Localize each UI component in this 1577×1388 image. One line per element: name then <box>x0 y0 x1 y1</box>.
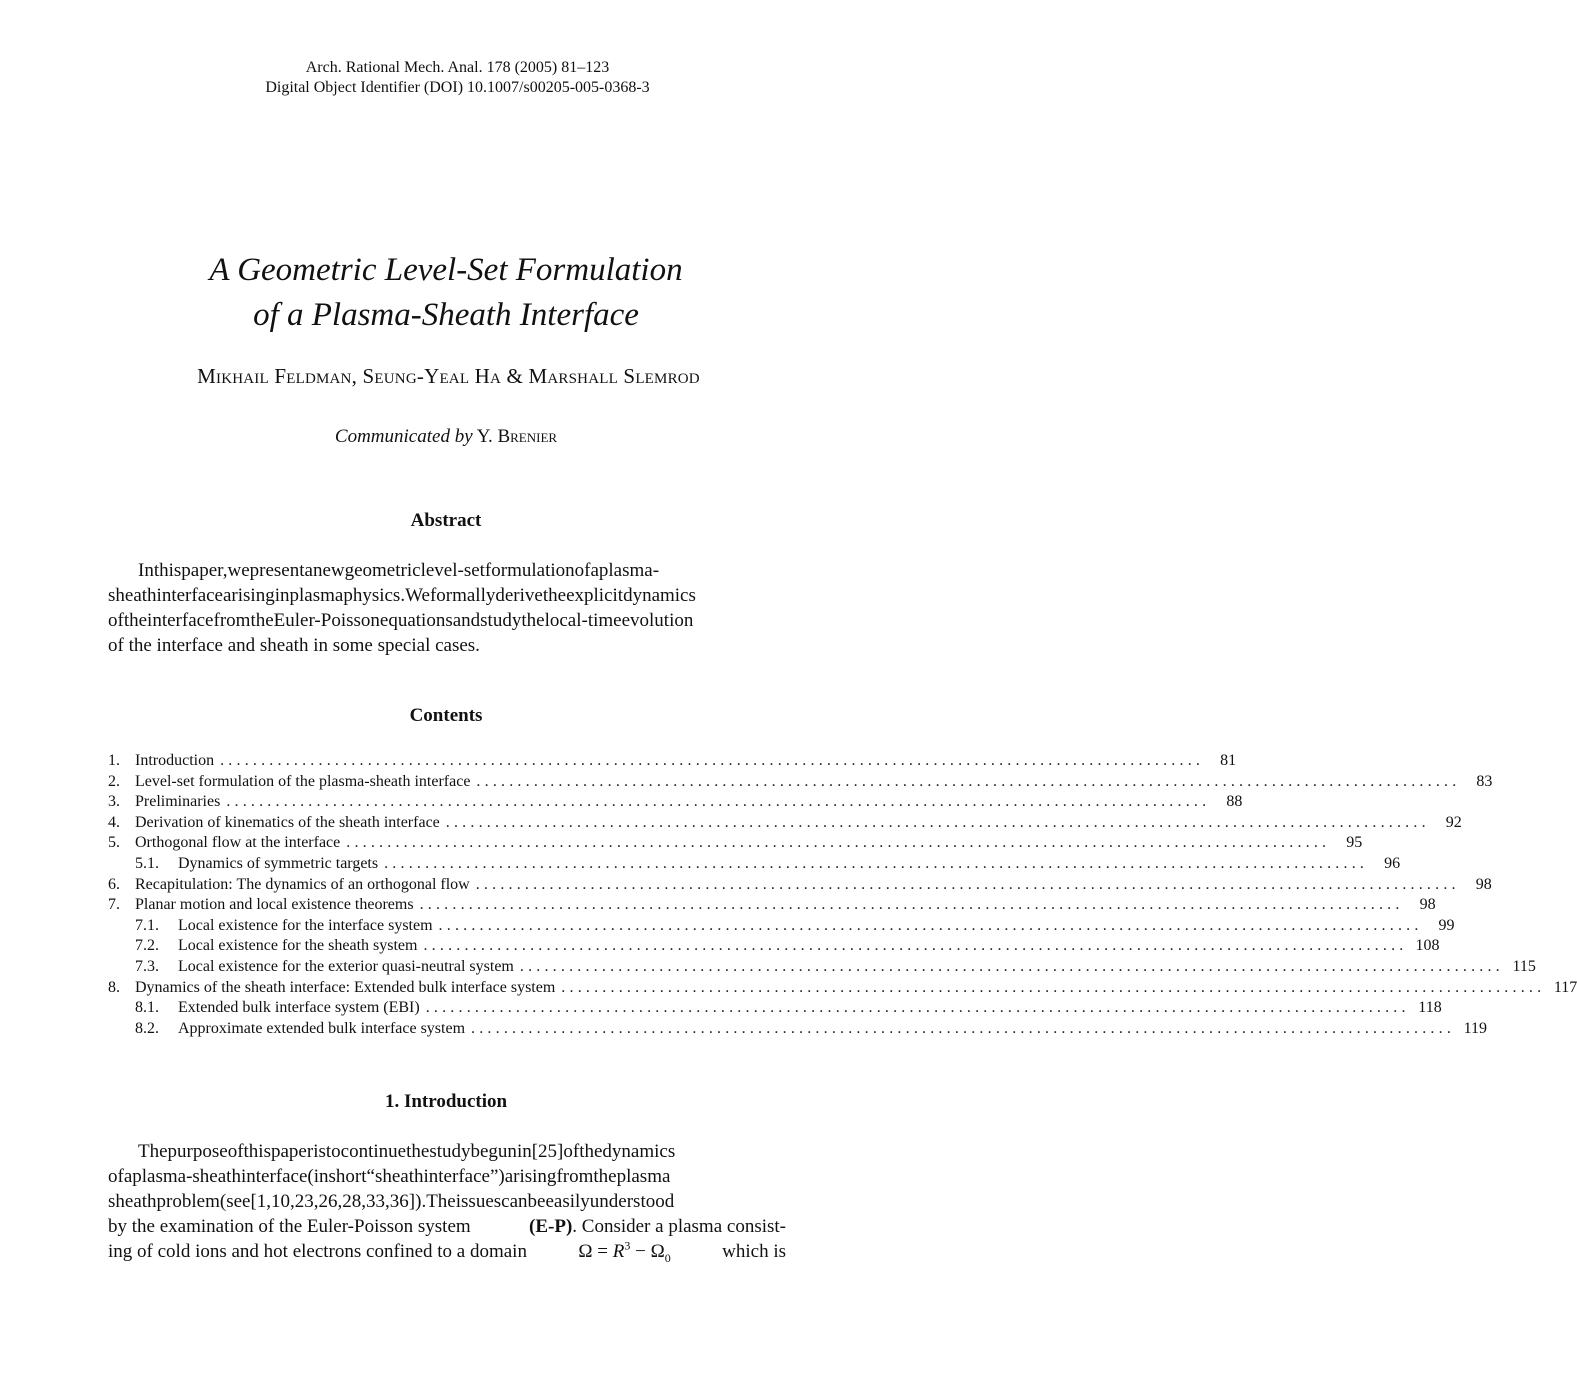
toc-leader-dots: ........................................................................................................................ <box>519 957 1504 975</box>
toc-entry-label: Orthogonal flow at the interface <box>135 834 341 852</box>
toc-entry-page: 119 <box>1463 1019 1488 1037</box>
toc-entry-number: 4. <box>108 813 120 831</box>
toc-entry-page: 98 <box>1419 896 1436 914</box>
domain-formula: $\Omega = R^3 - \Omega_0$ <box>578 1238 671 1265</box>
ep-system-label: (E-P) <box>529 1216 573 1237</box>
abstract-line: of the interface and sheath in some special cases. <box>108 635 480 656</box>
toc-entry <box>108 833 1363 854</box>
communicated-by: Communicated by Y. Brenier <box>334 426 558 447</box>
doi-line: Digital Object Identifier (DOI) 10.1007/s00205-005-0368-3 <box>265 79 650 96</box>
toc-entry-label: Dynamics of the sheath interface: Extended bulk interface system <box>135 978 556 996</box>
toc-leader-dots: ........................................................................................................................ <box>423 937 1408 955</box>
toc-entry-label: Extended bulk interface system (EBI) <box>178 999 420 1017</box>
toc-entry-page: 95 <box>1346 834 1363 852</box>
journal-citation: Arch. Rational Mech. Anal. 178 (2005) 81–123 <box>305 59 610 76</box>
toc-entry <box>108 772 1493 793</box>
toc-entry-number: 5.1. <box>135 854 159 872</box>
toc-entry-page: 83 <box>1476 772 1493 790</box>
introduction-text <box>108 1139 786 1264</box>
toc-entry-page: 115 <box>1512 957 1536 975</box>
table-of-contents <box>108 751 1577 1039</box>
toc-entry-number: 7.1. <box>135 916 159 934</box>
intro-line: Thepurposeofthispaperistocontinuethestudybegunin[25]ofthedynamics <box>138 1141 676 1162</box>
toc-entry-number: 7.2. <box>135 937 159 955</box>
toc-entry-label: Local existence for the interface system <box>178 916 433 934</box>
toc-entry-number: 6. <box>108 875 120 893</box>
toc-entry-label: Local existence for the sheath system <box>178 937 418 955</box>
abstract-line: oftheinterfacefromtheEuler-Poissonequationsandstudythelocal-timeevolution <box>108 610 694 631</box>
toc-leader-dots: ........................................................................................................................ <box>476 772 1461 790</box>
contents-heading: Contents <box>409 705 483 726</box>
toc-entry <box>108 875 1492 896</box>
introduction-heading: 1. Introduction <box>384 1091 508 1112</box>
abstract-line: sheathinterfacearisinginplasmaphysics.Weformallyderivetheexplicitdynamics <box>108 585 696 606</box>
toc-entry <box>108 936 1440 957</box>
intro-line: ofaplasma-sheathinterface(inshort“sheathinterface”)arisingfromtheplasma <box>108 1166 671 1187</box>
toc-entry-label: Preliminaries <box>135 793 221 811</box>
toc-entry-number: 1. <box>108 752 120 769</box>
toc-entry <box>108 792 1243 813</box>
toc-entry-page: 92 <box>1445 813 1462 831</box>
toc-leader-dots: ........................................................................................................................ <box>471 1019 1456 1037</box>
author-list: Mikhail Feldman, Seung-Yeal Ha & Marshall Slemrod <box>197 364 700 388</box>
toc-entry-page: 99 <box>1438 916 1455 934</box>
toc-entry <box>108 854 1401 875</box>
journal-header <box>0 58 915 98</box>
toc-leader-dots: ........................................................................................................................ <box>445 813 1430 831</box>
toc-entry-label: Recapitulation: The dynamics of an orthogonal flow <box>135 875 470 893</box>
toc-entry-number: 5. <box>108 834 120 852</box>
toc-leader-dots: ........................................................................................................................ <box>425 999 1410 1017</box>
toc-entry-number: 8.2. <box>135 1019 159 1037</box>
title-line-2: of a Plasma-Sheath Interface <box>253 297 639 333</box>
toc-leader-dots: ........................................................................................................................ <box>438 916 1423 934</box>
toc-entry-page: 118 <box>1418 999 1442 1017</box>
paper-title <box>0 248 892 338</box>
toc-entry-page: 98 <box>1475 875 1492 893</box>
toc-entry-label: Introduction <box>135 752 215 769</box>
toc-entry-page: 108 <box>1415 937 1440 955</box>
intro-line: ing of cold ions and hot electrons confined to a domain $\Omega = R^3 - \Omega_0$ which is <box>108 1238 786 1265</box>
intro-line: sheathproblem(see[1,10,23,26,28,33,36]).Theissuescanbeeasilyunderstood <box>108 1191 675 1212</box>
toc-entry <box>108 957 1536 978</box>
toc-entry-label: Level-set formulation of the plasma-sheath interface <box>135 772 471 790</box>
toc-entry-page: 88 <box>1226 793 1243 811</box>
toc-leader-dots: ........................................................................................................................ <box>561 978 1546 996</box>
toc-leader-dots: ........................................................................................................................ <box>419 896 1404 914</box>
toc-entry-label: Derivation of kinematics of the sheath interface <box>135 813 440 831</box>
toc-entry-label: Approximate extended bulk interface system <box>178 1019 466 1037</box>
toc-entry <box>108 751 1237 772</box>
toc-entry <box>108 998 1442 1019</box>
toc-entry-number: 8. <box>108 978 120 996</box>
toc-entry-number: 7.3. <box>135 957 159 975</box>
abstract-line: Inthispaper,wepresentanewgeometriclevel-setformulationofaplasma- <box>138 560 660 581</box>
toc-entry <box>108 1019 1488 1040</box>
toc-leader-dots: ........................................................................................................................ <box>384 854 1369 872</box>
title-line-1: A Geometric Level-Set Formulation <box>209 252 683 288</box>
toc-entry-number: 7. <box>108 896 120 914</box>
toc-entry-label: Planar motion and local existence theorems <box>135 896 414 914</box>
abstract-heading: Abstract <box>410 510 482 531</box>
toc-entry-page: 81 <box>1220 752 1237 769</box>
toc-entry-number: 3. <box>108 793 120 811</box>
toc-entry <box>108 916 1455 937</box>
abstract-text <box>108 558 786 658</box>
toc-entry-label: Dynamics of symmetric targets <box>178 854 379 872</box>
toc-leader-dots: ........................................................................................................................ <box>475 875 1460 893</box>
intro-line: by the examination of the Euler-Poisson system (E-P). Consider a plasma consist- <box>108 1216 786 1237</box>
toc-leader-dots: ........................................................................................................................ <box>226 793 1211 811</box>
toc-entry <box>108 895 1436 916</box>
toc-entry-page: 117 <box>1553 978 1577 996</box>
toc-entry-page: 96 <box>1384 854 1401 872</box>
toc-leader-dots: ........................................................................................................................ <box>346 834 1331 852</box>
toc-entry-label: Local existence for the exterior quasi-neutral system <box>178 957 514 975</box>
toc-entry <box>108 978 1577 999</box>
toc-entry <box>108 813 1462 834</box>
toc-entry-number: 8.1. <box>135 999 159 1017</box>
toc-leader-dots: ........................................................................................................................ <box>220 752 1205 769</box>
toc-entry-number: 2. <box>108 772 120 790</box>
